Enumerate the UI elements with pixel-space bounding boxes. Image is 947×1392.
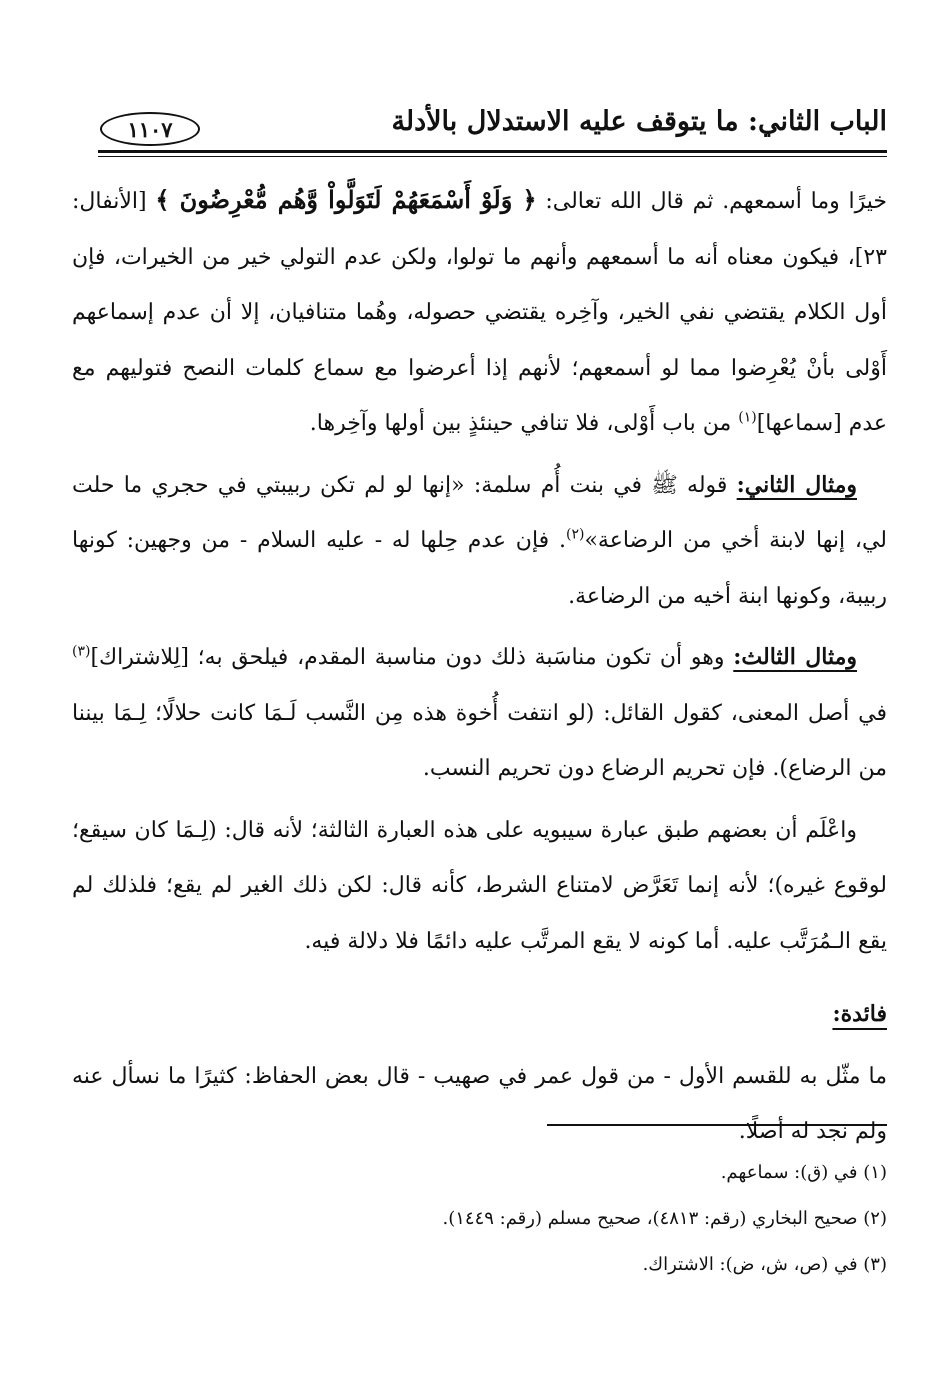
p2-text: قوله ﷺ في بنت أُم سلمة: «إنها لو لم تكن ربيبتي في حجري ما حلت لي، إنها لابنة أخي من الرضاعة» <box>72 472 888 553</box>
paragraph-1 <box>72 172 887 452</box>
header-rule <box>98 150 887 157</box>
example-three-heading: ومثال الثالث: <box>733 644 857 670</box>
footnote-marker-3[interactable]: (٣) <box>72 643 91 660</box>
paragraph-4: واعْلَم أن بعضهم طبق عبارة سيبويه على هذه العبارة الثالثة؛ لأنه قال: (لِـمَا كان سيقع؛ لوقوع غيره)؛ لأنه إنما تَعَرَّض لامتناع الشرط، كأنه قال: لكن ذلك الغير لم يقع؛ فلذلك لم يقع الـمُرَتَّب عليه. أما كونه لا يقع المرتَّب عليه دائمًا فلا دلالة فيه. <box>72 817 887 954</box>
example-two-heading: ومثال الثاني: <box>736 471 858 498</box>
paragraph-5: ما مثّل به للقسم الأول - من قول عمر في صهيب - قال بعض الحفاظ: كثيرًا ما نسأل عنه ولم نجد له أصلًا. <box>72 1063 887 1144</box>
footnote-2: (٢) صحيح البخاري (رقم: ٤٨١٣)، صحيح مسلم (رقم: ١٤٤٩). <box>442 1208 887 1229</box>
page-number-badge: ١١٠٧ <box>100 112 200 146</box>
p1-after-verse: [الأنفال: ٢٣]، فيكون معناه أنه ما أسمعهم وأنهم ما تولوا، ولكن عدم التولي خير من الخيرات، فإن أول الكلام يقتضي نفي الخير، وآخِره يقتضي حصوله، وهُما متنافيان، إلا أن عدم إسماعهم أَوْلى بأنْ يُعْرِضوا مما لو أسمعهم؛ لأنهم إذا أعرضوا مع سماع كلمات النصح فتوليهم مع عدم [سماعها] <box>72 189 887 436</box>
paragraph-3 <box>72 630 887 797</box>
chapter-title: الباب الثاني: ما يتوقف عليه الاستدلال بالأدلة <box>391 106 887 137</box>
p1-end: من باب أَوْلى، فلا تنافي حينئذٍ بين أولها وآخِرها. <box>309 411 739 436</box>
footnote-marker-2[interactable]: (٢) <box>565 526 585 543</box>
paragraph-2 <box>72 458 887 625</box>
footnotes <box>72 1150 887 1288</box>
p3-text: وهو أن تكون مناسَبة ذلك دون مناسبة المقدم، فيلحق به؛ [لِلاشتراك] <box>90 645 734 670</box>
main-text <box>72 172 887 1160</box>
p3-end: في أصل المعنى، كقول القائل: (لو انتفت أُخوة هذه مِن النَّسب لَـمَا كانت حلالًا؛ لِـمَا بيننا من الرضاع). فإن تحريم الرضاع دون تحريم النسب. <box>72 700 887 781</box>
footnote-3: (٣) في (ص، ش، ض): الاشتراك. <box>642 1254 887 1275</box>
footnote-1: (١) في (ق): سماعهم. <box>720 1162 887 1183</box>
running-header <box>58 98 889 158</box>
p2-end: . فإن عدم حِلها له - عليه السلام - من وجهين: كونها ربيبة، وكونها ابنة أخيه من الرضاعة. <box>72 528 887 609</box>
footnote-separator <box>547 1124 887 1126</box>
p1-before-verse: خيرًا وما أسمعهم. ثم قال الله تعالى: <box>536 189 887 214</box>
faida-heading: فائدة: <box>832 1001 887 1027</box>
quran-verse: ﴿ وَلَوْ أَسْمَعَهُمْ لَتَوَلَّواْ وَّهُم مُّعْرِضُونَ ﴾ <box>155 185 537 214</box>
footnote-marker-1[interactable]: (١) <box>738 409 757 426</box>
